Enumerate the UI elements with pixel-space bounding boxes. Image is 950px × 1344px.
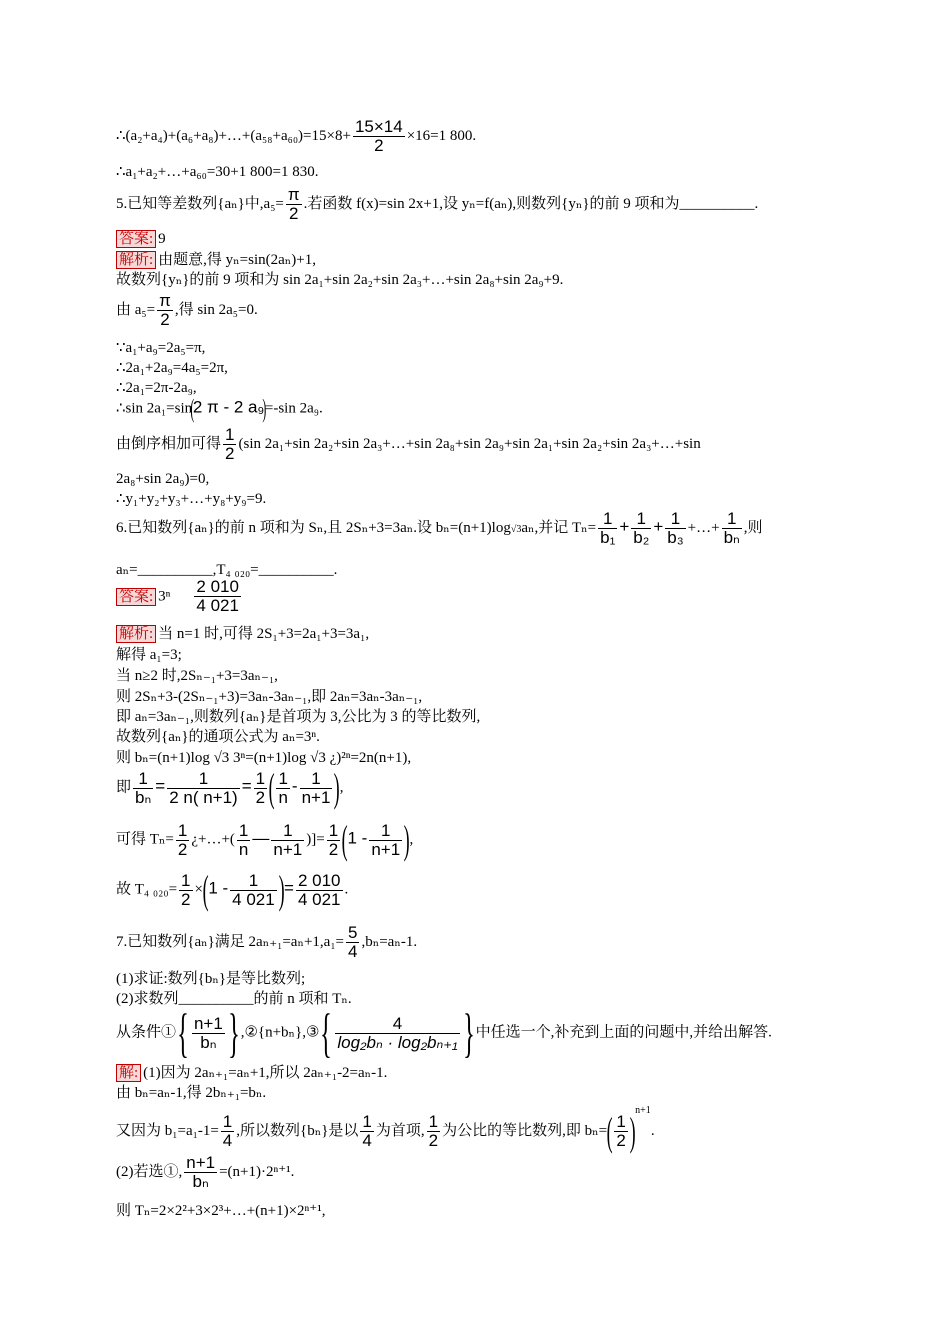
answer-label: 答案:	[116, 588, 156, 606]
answer-row: 答案: 3ⁿ $\frac{2 010}{4 021}$	[116, 578, 243, 615]
fraction: $\frac{1}{2}$	[225, 425, 235, 463]
fraction: $\frac{1}{\text{bₙ}}$	[723, 509, 740, 547]
fraction: $\frac{1}{\text{b₁}}$	[600, 509, 616, 547]
text-line: aₙ=__________,T₄ ₀₂₀=__________.	[116, 562, 338, 578]
fraction: $\frac{1}{\text{b₂}}$	[633, 509, 650, 547]
fraction: $\frac{1}{4}$	[362, 1112, 372, 1151]
text-line: 由 bₙ=aₙ-1,得 2bₙ₊₁=bₙ.	[116, 1085, 267, 1101]
text-line: 即 aₙ=3aₙ₋₁,则数列{aₙ}是首项为 3,公比为 3 的等比数列,	[116, 709, 481, 725]
text-line: ∵a₁+a₉=2a₅=π,	[116, 340, 206, 356]
fraction: $\frac{1}{n}$	[238, 820, 249, 859]
text-line: 当 n≥2 时,2Sₙ₋₁+3=3aₙ₋₁,	[116, 668, 278, 684]
fraction: $\frac{15\times 14}{2}$	[354, 117, 403, 155]
text-line: 故数列{aₙ}的通项公式为 aₙ=3ⁿ.	[116, 729, 320, 745]
analysis-label: 解析:	[116, 251, 156, 269]
fraction: $\frac{1}{n+1}$	[301, 768, 331, 807]
fraction: $\frac{1}{2 n( n+1)}$	[169, 768, 238, 807]
analysis-row: 解析: 由题意,得 yₙ=sin(2aₙ)+1,	[116, 251, 316, 269]
text-line: 又因为 b₁=a₁-1= $\frac{1}{4}$ ,所以数列{bₙ}是以 $\frac{1}{4}$ 为首项, $\frac{1}{2}$ 为公比的等比数列,即 bₙ=( $\frac{1}{2}$ )$^{n+1}$.	[116, 1105, 655, 1154]
text-line: ∴a₁+a₂+…+a₆₀=30+1 800=1 830.	[116, 164, 319, 180]
answer-label: 答案:	[116, 230, 156, 248]
fraction: $\frac{1}{4 021}$	[232, 870, 275, 909]
text-line: 2a₈+sin 2a₉)=0,	[116, 471, 210, 487]
fraction: $\frac{n+1}{\text{bₙ}}$	[193, 1013, 223, 1052]
question-6: 6.已知数列{aₙ}的前 n 项和为 Sₙ,且 2Sₙ+3=3aₙ.设 bₙ=(n+1)log√3aₙ,并记 Tₙ= $\frac{1}{\text{b₁}}$ + $\frac{1}{\text{b₂}}$ + $\frac{1}{\text{b₃}}$ +…+ $\frac{1}{\text{bₙ}}$ ,则	[116, 509, 763, 547]
fraction: $\frac{1}{n+1}$	[273, 820, 303, 859]
fraction: $\frac{1}{n}$	[278, 768, 288, 807]
fraction: $\frac{1}{2}$	[328, 820, 339, 859]
fraction: $\frac{1}{2}$	[428, 1112, 439, 1151]
text-line: ∴2a₁+2a₉=4a₅=2π,	[116, 360, 228, 376]
text-line: 从条件①{ $\frac{n+1}{\text{bₙ}}$ },②{n+bₙ},③{ $\frac{4}{\text{log₂bₙ · log₂bₙ₊₁}}$ }中任选一个,补充到上面的问题中,并给出解答.	[116, 1003, 772, 1063]
text-line: ∴sin 2a₁=sin(2 π - 2 a₉)=-sin 2a₉.	[116, 394, 323, 423]
text-line: 则 Tₙ=2×2²+3×2³+…+(n+1)×2ⁿ⁺¹,	[116, 1203, 326, 1219]
solution-label: 解:	[116, 1064, 141, 1082]
fraction: $\frac{1}{2}$	[255, 768, 266, 807]
fraction: $\frac{1}{\text{b₃}}$	[667, 509, 684, 547]
question-5: 5.已知等差数列{aₙ}中,a₅= $\frac{\pi}{2}$ .若函数 f(x)=sin 2x+1,设 yₙ=f(aₙ),则数列{yₙ}的前 9 项和为__________.	[116, 185, 759, 223]
fraction: $\frac{n+1}{\text{bₙ}}$	[186, 1153, 216, 1191]
question-7: 7.已知数列{aₙ}满足 2aₙ₊₁=aₙ+1,a₁= $\frac{5}{4}$ ,bₙ=aₙ-1.	[116, 923, 418, 961]
fraction: $\frac{1}{4}$	[222, 1112, 233, 1151]
fraction: $\frac{1}{2}$	[181, 870, 191, 909]
fraction: $\frac{1}{n+1}$	[371, 820, 401, 859]
text-line: 由倒序相加可得 $\frac{1}{2}$ (sin 2a₁+sin 2a₂+sin 2a₃+…+sin 2a₈+sin 2a₉+sin 2a₁+sin 2a₂+sin 2a₃+…+sin	[116, 425, 701, 463]
text-line: ∴(a₂+a₄)+(a₆+a₈)+…+(a₅₈+a₆₀)=15×8+ $\frac{15\times 14}{2}$ ×16=1 800.	[116, 117, 477, 155]
answer-row: 答案: 9	[116, 230, 166, 248]
text-line: 故数列{yₙ}的前 9 项和为 sin 2a₁+sin 2a₂+sin 2a₃+…+sin 2a₈+sin 2a₉+9.	[116, 272, 564, 288]
fraction: $\frac{2 010}{4 021}$	[196, 577, 239, 615]
text-line: ∴y₁+y₂+y₃+…+y₈+y₉=9.	[116, 491, 267, 507]
fraction: $\frac{1}{\text{bₙ}}$	[135, 768, 152, 807]
fraction: $\frac{4}{\text{log₂bₙ · log₂bₙ₊₁}}$	[337, 1013, 458, 1052]
text-line: (2)求数列__________的前 n 项和 Tₙ.	[116, 991, 352, 1007]
fraction: $\frac{\pi}{2}$	[159, 291, 171, 329]
text-line: 可得 Tₙ= $\frac{1}{2}$ ¿+…+( $\frac{1}{n}$ — $\frac{1}{n+1}$ )]= $\frac{1}{2}$ (1 - $\frac{1}{n+1}$ ),	[116, 817, 414, 862]
text-line: (1)求证:数列{bₙ}是等比数列;	[116, 971, 306, 987]
text-line: 由 a₅= $\frac{\pi}{2}$ ,得 sin 2a₅=0.	[116, 291, 258, 329]
analysis-label: 解析:	[116, 625, 156, 643]
analysis-row: 解析: 当 n=1 时,可得 2S₁+3=2a₁+3=3a₁,	[116, 625, 369, 643]
text-line: 则 bₙ=(n+1)log √3 3ⁿ=(n+1)log √3 ¿)²ⁿ=2n(n+1),	[116, 750, 412, 766]
solution-row: 解: (1)因为 2aₙ₊₁=aₙ+1,所以 2aₙ₊₁-2=aₙ-1.	[116, 1064, 387, 1082]
text-line: 即 $\frac{1}{\text{bₙ}}$ = $\frac{1}{2 n( n+1)}$ = $\frac{1}{2}$ ( $\frac{1}{n}$ - $\frac{1}{n+1}$ ),	[116, 765, 344, 810]
fraction: $\frac{2 010}{4 021}$	[297, 870, 341, 909]
fraction: $\frac{1}{2}$	[177, 820, 188, 859]
text-line: 解得 a₁=3;	[116, 647, 182, 663]
text-line: 则 2Sₙ+3-(2Sₙ₋₁+3)=3aₙ-3aₙ₋₁,即 2aₙ=3aₙ-3aₙ₋₁,	[116, 689, 423, 705]
fraction: $\frac{1}{2}$	[616, 1112, 626, 1151]
text-line: 故 T₄ ₀₂₀= $\frac{1}{2}$ ×(1 - $\frac{1}{4 021}$ )= $\frac{2 010}{4 021}$ .	[116, 867, 349, 912]
text-line: ∴2a₁=2π-2a₉,	[116, 380, 197, 396]
fraction: $\frac{\pi}{2}$	[287, 185, 300, 223]
text-line: (2)若选①, $\frac{n+1}{\text{bₙ}}$ =(n+1)·2ⁿ⁺¹.	[116, 1153, 295, 1191]
equation-text: ∴(a₂+a₄)+(a₆+a₈)+…+(a₅₈+a₆₀)=15×8+	[116, 127, 351, 144]
fraction: $\frac{5}{4}$	[348, 923, 358, 961]
